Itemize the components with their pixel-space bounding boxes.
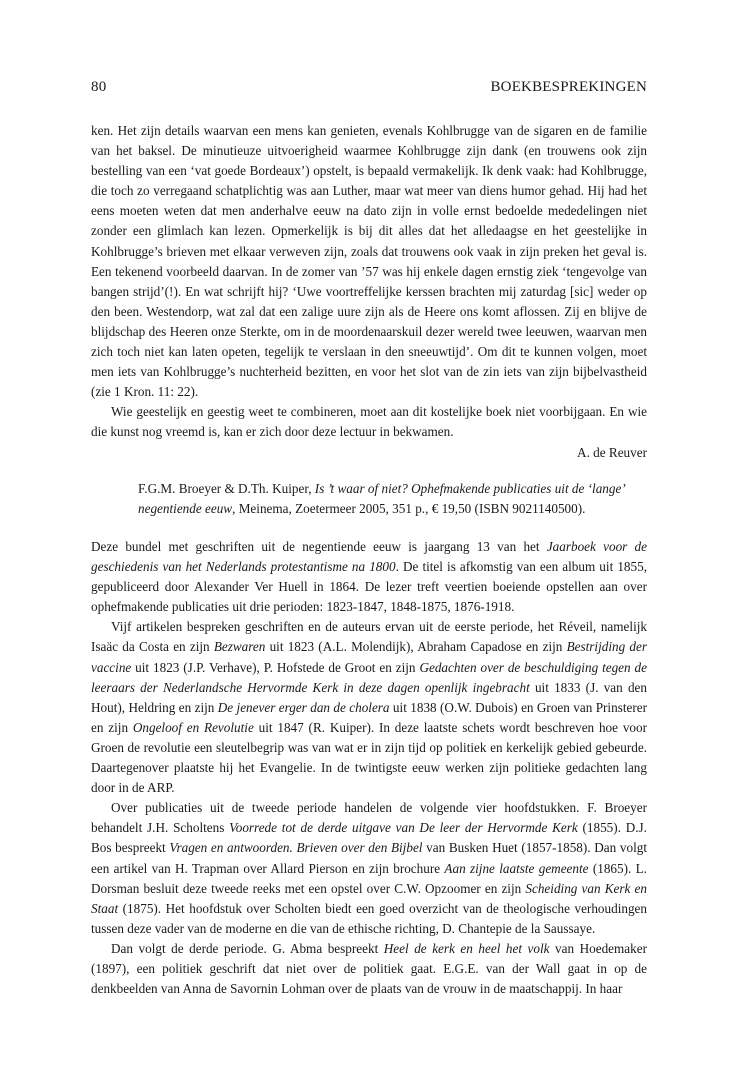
- paragraph: Dan volgt de derde periode. G. Abma bespreekt Heel de kerk en heel het volk van Hoedemaker (1897), een politiek geschrift dat niet over de politiek gaat. E.G.E. van der Wall gaat in op de denkbeelden van Anna de Savornin Lohman over de plaats van de vrouw in de maatschappij. In haar: [91, 940, 647, 997]
- paragraph: Vijf artikelen bespreken geschriften en de auteurs ervan uit de eerste periode, het Réveil, namelijk Isaäc da Costa en zijn Bezwaren uit 1823 (A.L. Molendijk), Abraham Capadose en zijn Bestrijding der vaccine uit 1823 (J.P. Verhave), P. Hofstede de Groot en zijn Gedachten over de beschuldiging tegen de leeraars der Nederlandsche Hervormde Kerk in deze dagen openlijk ingebracht uit 1833 (J. van den Hout), Heldring en zijn De jenever erger dan de cholera uit 1838 (O.W. Dubois) en Groen van Prinsterer en zijn Ongeloof en Revolutie uit 1847 (R. Kuiper). In deze laatste schets wordt beschreven hoe voor Groen de revolutie een sleutelbegrip was van wat er in zijn tijd op politiek en kerkelijk gebied gebeurde. Daartegenover plaatste hij het Evangelie. In de twintigste eeuw werken zijn politieke gedachten lang door in de ARP.: [91, 619, 647, 796]
- italic-title: Gedachten over de beschuldiging tegen de leeraars der Nederlandsche Hervormde Kerk in deze dagen openlijk ingebracht: [91, 659, 647, 695]
- citation-title: Is ’t waar of niet? Ophefmakende publicaties uit de ‘lange’ negentiende eeuw: [138, 481, 625, 517]
- italic-title: De jenever erger dan de cholera: [217, 699, 390, 715]
- italic-title: Bestrijding der vaccine: [91, 639, 647, 675]
- review-continuation: [91, 121, 647, 463]
- citation-authors: F.G.M. Broeyer & D.Th. Kuiper,: [138, 481, 315, 496]
- italic-title: Voorrede tot de derde uitgave van De leer der Hervormde Kerk: [229, 820, 578, 836]
- italic-title: Scheiding van Kerk en Staat: [91, 880, 647, 916]
- paragraph: Wie geestelijk en geestig weet te combineren, moet aan dit kostelijke boek niet voorbijgaan. En wie die kunst nog vreemd is, kan er zich door deze lectuur in bekwamen.: [91, 404, 647, 440]
- italic-title: Vragen en antwoorden. Brieven over den Bijbel: [169, 840, 423, 856]
- paragraph: Over publicaties uit de tweede periode handelen de volgende vier hoofdstukken. F. Broeyer behandelt J.H. Scholtens Voorrede tot de derde uitgave van De leer der Hervormde Kerk (1855). D.J. Bos bespreekt Vragen en antwoorden. Brieven over den Bijbel van Busken Huet (1857-1858). Dan volgt een artikel van H. Trapman over Allard Pierson en zijn brochure Aan zijne laatste gemeente (1865). L. Dorsman besluit deze tweede reeks met een opstel over C.W. Opzoomer en zijn Scheiding van Kerk en Staat (1875). Het hoofdstuk over Scholten biedt een goed overzicht van de theologische verhoudingen tussen deze vader van de moderne en die van de ethische richting, D. Chantepie de la Saussaye.: [91, 800, 647, 936]
- running-title: BOEKBESPREKINGEN: [490, 79, 647, 95]
- paragraph: Deze bundel met geschriften uit de negentiende eeuw is jaargang 13 van het Jaarboek voor de geschiedenis van het Nederlands protestantisme na 1800. De titel is afkomstig van een album uit 1855, gepubliceerd door Alexander Ver Huell in 1864. De lezer treft veertien boeiende opstellen aan over ophefmakende publicaties uit drie perioden: 1823-1847, 1848-1875, 1876-1918.: [91, 539, 648, 615]
- italic-title: Ongeloof en Revolutie: [132, 719, 254, 735]
- paragraph: ken. Het zijn details waarvan een mens kan genieten, evenals Kohlbrugge van de sigaren en de familie van het baksel. De minutieuze uitvoerigheid waarmee Kohlbrugge zijn dank (en trouwens ook zijn bestelling van een ‘vat goede Bordeaux’) opstelt, is bepaald vermakelijk. Ik denk vaak: had Kohlbrugge, die toch zo verregaand schatplichtig was aan Luther, maar wat meer van diens humor gehad. Hij had het eens moeten weten dat men anderhalve eeuw na dato zijn in volle ernst bedoelde mededelingen niet zonder een glimlach kan lezen. Opmerkelijk is bij dit alles dat het alledaagse en het geestelijke in Kohlbrugge’s brieven met elkaar verweven zijn, zoals dat trouwens ook vaak in zijn preken het geval is. Een tekenend voorbeeld daarvan. In de zomer van ’57 was hij enkele dagen ernstig ziek ‘tengevolge van bangen strijd’(!). En wat schrijft hij? ‘Uwe voortreffelijke kerssen brachten mij zaturdag [sic] weder op den been. Westendorp, wat zal dat een zalige uure zijn als de Heere ons komt aflossen. Zij en blijve de blijdschap des Heeren onze Sterkte, om in de moordenaarskuil dezer wereld twee leeuwen, waarvan men zich toch niet kan laten opeten, tegelijk te verslaan in den sneeuwtijd’. Om dit te kunnen volgen, moet men iets van Kohlbrugge’s nuchterheid bezitten, en voor het slot van de zin iets van zijn bijbelvastheid (zie 1 Kron. 11: 22).: [91, 123, 647, 400]
- italic-title: Bezwaren: [213, 639, 266, 655]
- book-citation: [138, 479, 646, 519]
- page-number: 80: [91, 79, 107, 95]
- review-body: [91, 537, 647, 999]
- italic-title: Aan zijne laatste gemeente: [444, 860, 589, 876]
- running-header: [91, 77, 647, 97]
- italic-title: Heel de kerk en heel het volk: [383, 940, 550, 956]
- reviewer-signature: A. de Reuver: [577, 444, 647, 460]
- italic-title: Jaarboek voor de geschiedenis van het Nederlands protestantisme na 1800: [91, 539, 648, 575]
- citation-publisher: , Meinema, Zoetermeer 2005, 351 p., € 19,50 (ISBN 9021140500).: [232, 501, 586, 517]
